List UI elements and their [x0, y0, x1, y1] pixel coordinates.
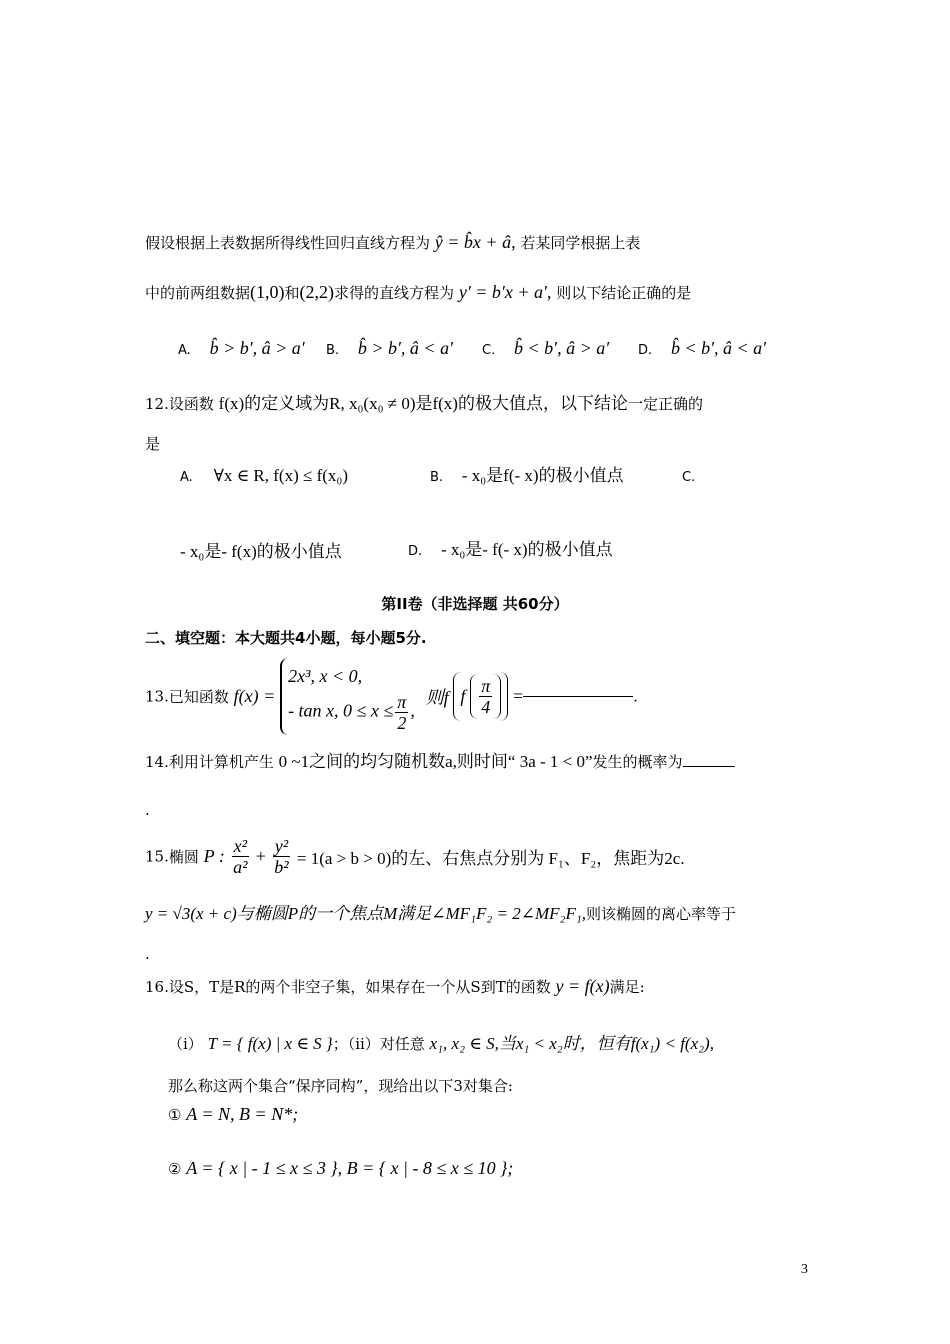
q16-stem: 设S，T是R的两个非空子集，如果存在一个从S到T的函数 [168, 978, 551, 996]
option-text: b̂ < b′, â > a′ [514, 338, 610, 358]
q13-lead: 已知函数 [168, 688, 229, 706]
frac-den: b² [274, 857, 289, 877]
q11-regression-equation: ŷ = b̂x + â, [434, 232, 516, 252]
q13-case2-comma: , [410, 700, 415, 721]
q12-line2-text: 是 [145, 435, 161, 453]
q11-option-c [482, 338, 609, 361]
q16-cond1: T = { f(x) | x ∈ S } [207, 1034, 333, 1053]
q12-option-d [408, 540, 613, 562]
answer-blank[interactable] [683, 766, 735, 767]
q12-option-a [180, 466, 348, 488]
q13-pi-over-4 [479, 676, 492, 717]
option-text: b̂ > b′, â > a′ [209, 338, 305, 358]
q11-intro: 假设根据上表数据所得线性回归直线方程为 [145, 234, 431, 252]
question-number: 14. [145, 753, 169, 771]
q13-equals: = [513, 686, 524, 706]
frac-num: π [481, 676, 491, 696]
q13-case2: - tan x, 0 ≤ x ≤ [288, 700, 394, 721]
part2-title: 第II卷（非选择题 共60分） [381, 595, 569, 613]
q13-inner-f: f [460, 686, 466, 706]
q15-end: . [145, 945, 150, 963]
q13-case1: 2x³, x < 0, [288, 666, 363, 686]
q14-tail: 发生的概率为 [592, 753, 683, 771]
option-label: C. [482, 343, 496, 358]
option-text: ∀x ∈ R, f(x) ≤ f(x₀) [213, 466, 348, 485]
q15-lead: 椭圆 [168, 848, 199, 866]
q13-pi-over-2 [395, 692, 408, 733]
q11-line-equation: y′ = b′x + a′, [458, 282, 552, 302]
q16-cond1-label: （i） [168, 1035, 203, 1053]
option-text: - x₀是f(- x)的极小值点 [461, 466, 624, 485]
q11-intro2c: 则以下结论正确的是 [556, 284, 692, 302]
q15-plus: + [255, 846, 266, 866]
frac-num: y² [274, 836, 289, 856]
q11-intro2b: 求得的直线方程为 [334, 284, 455, 302]
q11-line1 [145, 232, 640, 253]
q11-point2: (2,2) [299, 282, 335, 302]
q11-option-d [638, 338, 766, 361]
q16-line2 [168, 1034, 714, 1054]
q13 [145, 658, 638, 735]
answer-blank[interactable] [523, 696, 633, 697]
frac-den: 2 [397, 713, 407, 733]
q11-and: 和 [284, 284, 300, 302]
question-number: 16. [145, 978, 169, 996]
q16-cond2: x₁, x₂ ∈ S,当x₁ < x₂时，恒有f(x₁) < f(x₂), [429, 1034, 714, 1053]
q12-line1 [145, 394, 703, 414]
q13-then: 则f [425, 687, 449, 708]
frac-num: π [397, 692, 407, 712]
question-number: 13. [145, 687, 169, 706]
question-number: 15. [145, 847, 169, 866]
q16-line1 [145, 976, 645, 997]
q16-item2 [168, 1158, 513, 1179]
q13-end: . [633, 687, 638, 706]
q14-stem: 0 ~1之间的均匀随机数a,则时间“ 3a - 1 < 0” [278, 752, 593, 771]
q14-lead: 利用计算机产生 [168, 753, 274, 771]
q12-line2 [145, 434, 160, 454]
q14 [145, 752, 735, 772]
option-label: A. [178, 343, 191, 358]
q15-rest: = 1(a > b > 0)的左、右焦点分别为 F₁、F₂，焦距为2c. [296, 849, 685, 868]
q13-outer-paren [453, 672, 508, 721]
q15-frac-x [232, 836, 249, 877]
q15-frac-y [273, 836, 290, 877]
q13-inner-paren [470, 674, 501, 719]
q12-option-b [430, 466, 624, 488]
q16-item2-text: A = { x | - 1 ≤ x ≤ 3 }, B = { x | - 8 ≤ x ≤ 10 }; [186, 1158, 514, 1178]
q12-tail: 一定正确的 [627, 395, 703, 413]
page-number: 3 [801, 1262, 808, 1277]
frac-den: a² [233, 857, 248, 877]
q16-fx: y = f(x) [555, 976, 610, 996]
q14-end: . [145, 801, 150, 819]
frac-den: 4 [481, 697, 491, 717]
section-heading: 二、填空题：本大题共4小题，每小题5分. [145, 629, 427, 647]
option-label: D. [638, 343, 653, 358]
frac-num: x² [233, 836, 247, 856]
option-label: B. [430, 470, 444, 485]
q13-piecewise [280, 658, 421, 735]
q11-point1: (1,0) [250, 282, 285, 302]
q16-item1 [168, 1104, 298, 1125]
option-label: C. [682, 470, 696, 485]
q16-item1-text: A = N, B = N*; [186, 1104, 299, 1124]
q11-option-a [178, 338, 305, 361]
q16-line3: 那么称这两个集合“保序同构”，现给出以下3对集合: [168, 1077, 513, 1095]
q16-item1-mark: ① [168, 1106, 182, 1124]
option-label: D. [408, 544, 423, 559]
q12-lead: 设函数 [168, 395, 214, 413]
q15-tail: 则该椭圆的离心率等于 [586, 905, 737, 923]
q15-p: P : [203, 846, 225, 866]
q15-condition: y = √3(x + c)与椭圆P的一个焦点M满足∠MF₁F₂ = 2∠MF₂F₁, [145, 904, 586, 923]
option-text: - x₀是- f(- x)的极小值点 [440, 540, 613, 559]
option-label: A. [180, 470, 193, 485]
q12-stem: f(x)的定义域为R, x₀(x₀ ≠ 0)是f(x)的极大值点，以下结论 [218, 394, 628, 413]
q15 [145, 836, 685, 877]
option-text: - x₀是- f(x)的极小值点 [180, 542, 342, 561]
option-text: b̂ < b′, â < a′ [670, 338, 767, 358]
q16-tail: 满足: [609, 978, 645, 996]
q13-fx: f(x) = [233, 686, 276, 706]
q11-line2 [145, 282, 691, 303]
q16-sep: ；（ii）对任意 [332, 1035, 425, 1053]
q11-option-b [326, 338, 453, 361]
question-number: 12. [145, 395, 169, 413]
q11-intro2: 中的前两组数据 [145, 284, 251, 302]
option-text: b̂ > b′, â < a′ [357, 338, 454, 358]
option-label: B. [326, 343, 340, 358]
q15-line2 [145, 904, 736, 924]
q12-option-c [180, 542, 342, 562]
q12-option-c-label [682, 466, 695, 488]
q11-intro-tail: 若某同学根据上表 [520, 234, 641, 252]
q16-item2-mark: ② [168, 1160, 182, 1178]
